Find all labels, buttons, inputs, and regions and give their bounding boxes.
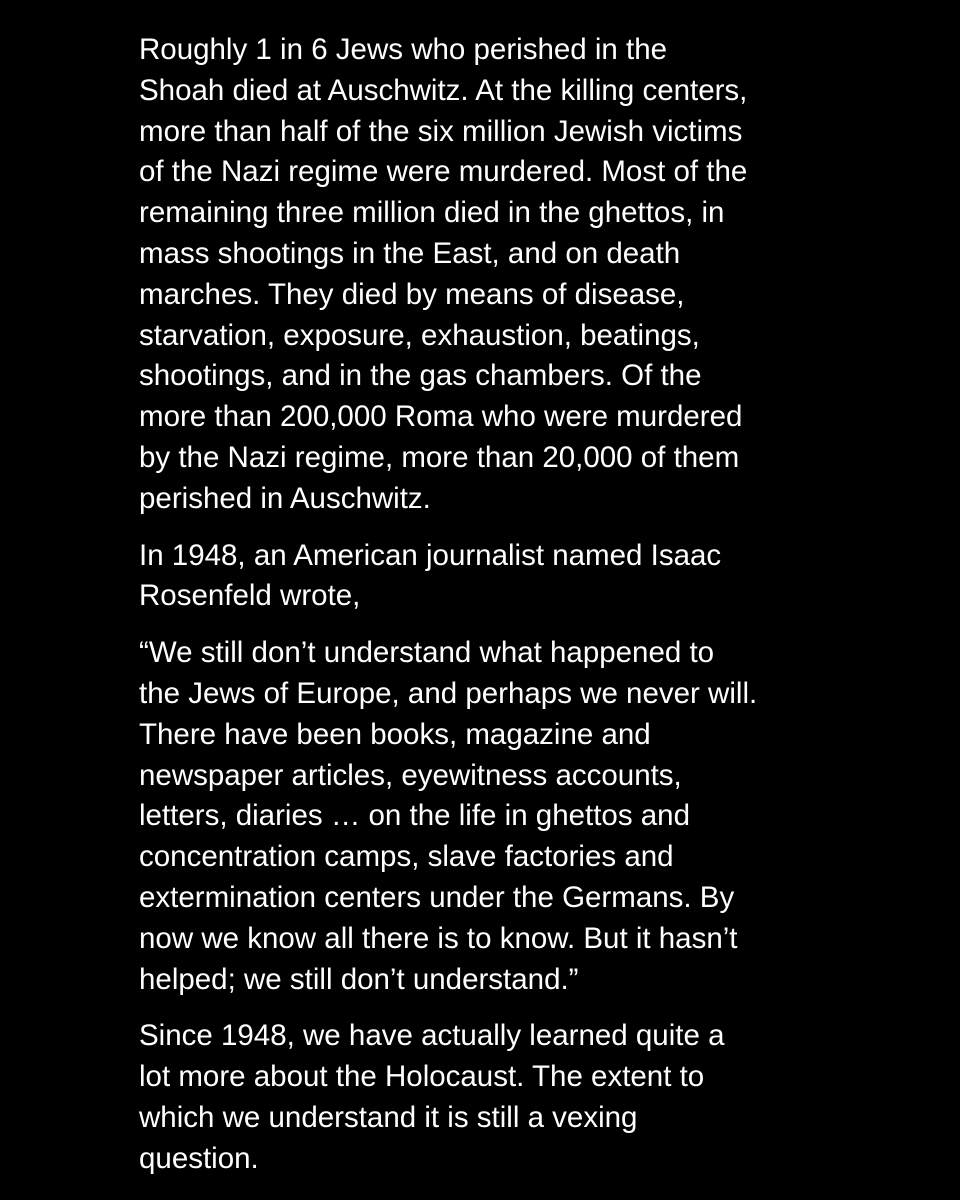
text-line: starvation, exposure, exhaustion, beatings, [139, 318, 700, 352]
text-line: by the Nazi regime, more than 20,000 of them [139, 440, 740, 474]
text-line: helped; we still don’t understand.” [139, 962, 579, 996]
text-line: Shoah died at Auschwitz. At the killing centers, [139, 73, 748, 107]
text-line: concentration camps, slave factories and [139, 840, 674, 874]
text-line: newspaper articles, eyewitness accounts, [139, 758, 682, 792]
text-line: Rosenfeld wrote, [139, 579, 361, 613]
text-line: which we understand it is still a vexing [139, 1100, 638, 1134]
text-line: more than half of the six million Jewish victims [139, 114, 743, 148]
text-line: more than 200,000 Roma who were murdered [139, 400, 743, 434]
paragraph-auschwitz-statistics [139, 30, 839, 520]
text-line: letters, diaries … on the life in ghettos and [139, 799, 690, 833]
paragraph-since-1948 [139, 1016, 839, 1179]
text-line: the Jews of Europe, and perhaps we never will. [139, 676, 758, 710]
paragraph-rosenfeld-quote [139, 633, 839, 1000]
text-line: remaining three million died in the ghettos, in [139, 196, 725, 230]
text-line: Roughly 1 in 6 Jews who perished in the [139, 33, 668, 66]
article-body [139, 30, 839, 1180]
text-line: extermination centers under the Germans. By [139, 880, 735, 914]
paragraph-rosenfeld-intro [139, 536, 839, 618]
text-line: of the Nazi regime were murdered. Most of the [139, 155, 748, 189]
text-line: mass shootings in the East, and on death [139, 236, 681, 270]
text-line: Since 1948, we have actually learned quite a [139, 1019, 725, 1053]
text-line: “We still don’t understand what happened to [139, 636, 715, 670]
text-line: In 1948, an American journalist named Isaac [139, 538, 722, 572]
text-line: perished in Auschwitz. [139, 481, 431, 515]
text-line: now we know all there is to know. But it hasn’t [139, 921, 738, 955]
text-line: There have been books, magazine and [139, 717, 651, 751]
text-line: question. [139, 1141, 259, 1175]
text-line: shootings, and in the gas chambers. Of the [139, 359, 702, 393]
text-line: lot more about the Holocaust. The extent to [139, 1060, 705, 1094]
text-line: marches. They died by means of disease, [139, 277, 685, 311]
